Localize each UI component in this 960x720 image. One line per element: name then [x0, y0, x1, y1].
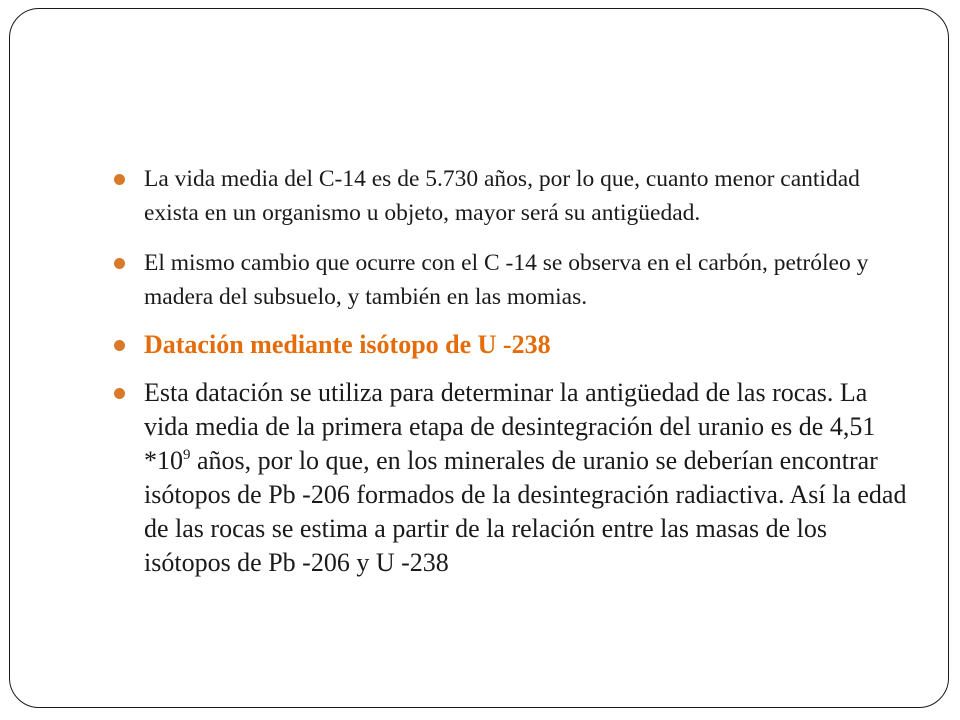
bullet-text-part1: Esta datación se utiliza para determinar la antigüedad de las rocas. La vida media de la primera etapa de desintegración del uranio es de 4,51 *10	[144, 378, 876, 475]
bullet-text-part2: años, por lo que, en los minerales de uranio se deberían encontrar isótopos de Pb -206 formados de la desintegración radiactiva. Así la edad de las rocas se estima a partir de la relación entre las masas de los isótopos de Pb -206 y U -238	[144, 446, 907, 577]
bullet-item-c14-half-life	[114, 162, 914, 230]
exponent: 9	[183, 447, 191, 463]
bullet-dot-icon	[114, 258, 125, 269]
bullet-dot-icon	[114, 174, 125, 185]
bullet-dot-icon	[114, 388, 125, 399]
section-heading: Datación mediante isótopo de U -238	[144, 330, 551, 359]
bullet-item-carbon-change	[114, 246, 914, 314]
bullet-item-uranium-heading	[114, 328, 914, 362]
bullet-text: La vida media del C-14 es de 5.730 años, por lo que, cuanto menor cantidad exista en un organismo u objeto, mayor será su antigüedad.	[144, 166, 860, 226]
bullet-list	[114, 162, 914, 580]
bullet-item-uranium-dating	[114, 376, 914, 580]
slide-frame	[9, 8, 949, 708]
bullet-dot-icon	[114, 340, 125, 351]
bullet-text: El mismo cambio que ocurre con el C -14 se observa en el carbón, petróleo y madera del subsuelo, y también en las momias.	[144, 250, 869, 310]
